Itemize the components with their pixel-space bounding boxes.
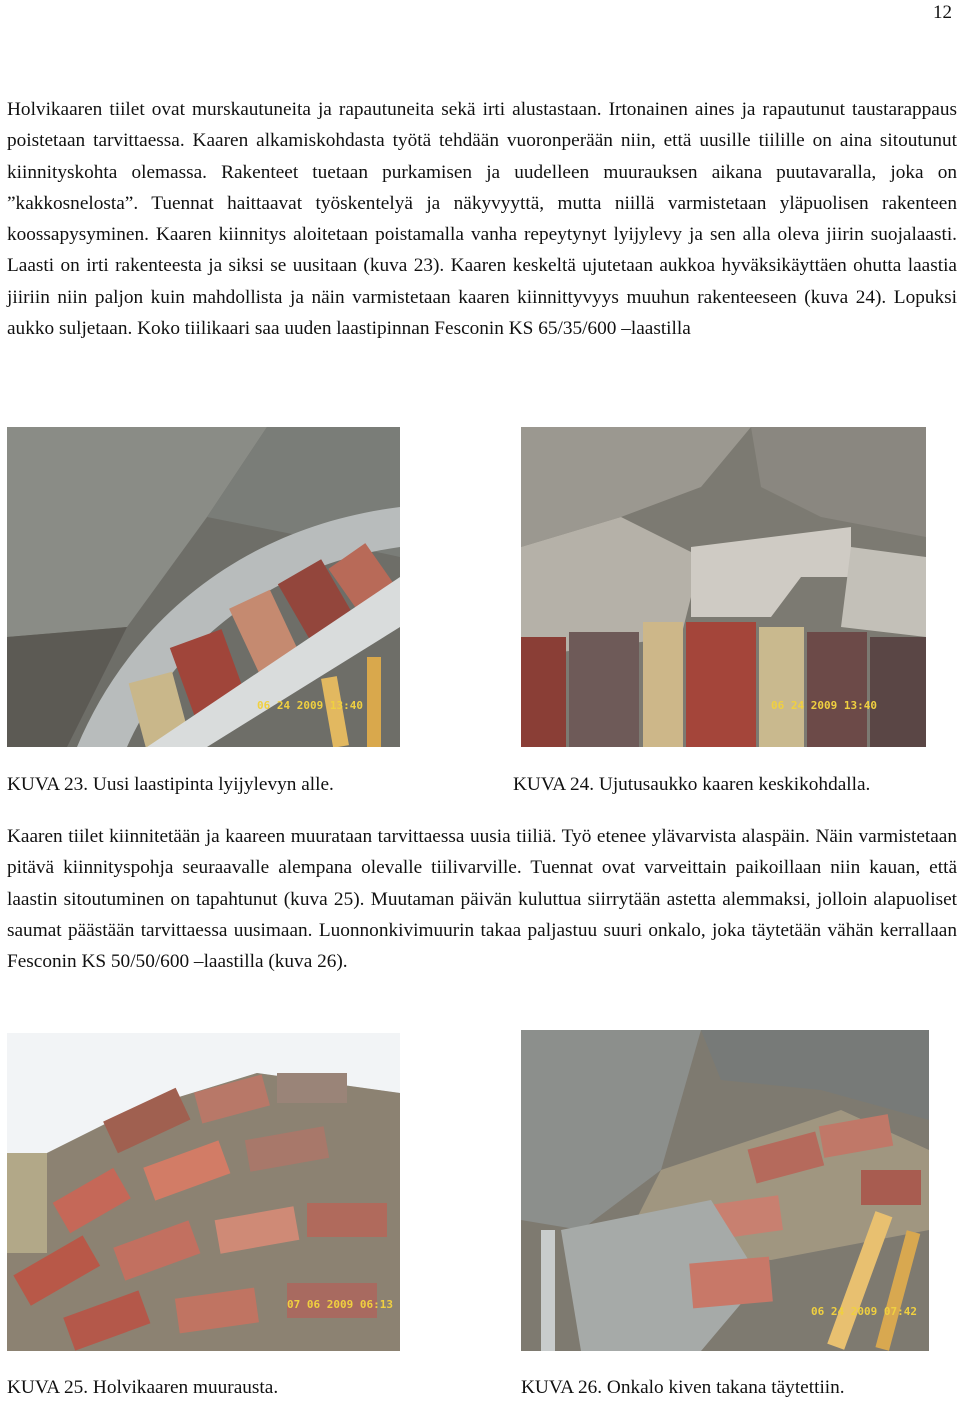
photo-kuva-24 [521,427,926,747]
paragraph-2: Kaaren tiilet kiinnitetään ja kaareen muurataan tarvittaessa uusia tiiliä. Työ etenee ylävarvista alaspäin. Näin varmistetaan pitävä kiinnityspohja seuraavalle alempana olevalle tiilivarville. Tuennat ovat varveittain paikoillaan niin kauan, että laastin sitoutuminen on tapahtunut (kuva 25). Muutaman päivän kuluttua siirrytään astetta alemmaksi, jolloin alapuoliset saumat päästään tarvittaessa uusimaan. Luonnonkivimuurin takaa paljastuu suuri onkalo, joka täytetään vähän kerrallaan Fesconin KS 50/50/600 –laastilla (kuva 26). [7,826,957,973]
caption-kuva-24: KUVA 24. Ujutusaukko kaaren keskikohdalla. [513,774,871,795]
timestamp-26: 06 24 2009 07:42 [811,1305,917,1318]
caption-kuva-23: KUVA 23. Uusi laastipinta lyijylevyn alle. [7,774,334,795]
photo-kuva-25 [7,1033,400,1351]
photo-kuva-23 [7,427,400,747]
timestamp-25: 07 06 2009 06:13 [287,1298,393,1311]
photo-kuva-26 [521,1030,929,1351]
paragraph-1: Holvikaaren tiilet ovat murskautuneita ja rapautuneita sekä irti alustastaan. Irtonainen aines ja rapautunut taustarappaus poistetaan tarvittaessa. Kaaren alkamiskohdasta työtä tehdään vuoronperään niin, että uusille tiilille on aina sitoutunut kiinnityskohta olemassa. Rakenteet tuetaan purkamisen ja uudelleen muurauksen aikana puutavaralla, joka on ”kakkosnelosta”. Tuennat haittaavat työskentelyä ja näkyvyyttä, mutta niillä varmistetaan yläpuolisen rakenteen koossapysyminen. Kaaren kiinnitys aloitetaan poistamalla vanha repeytynyt lyijylevy ja sen alla oleva jiirin suojalaasti. Laasti on irti rakenteesta ja siksi se uusitaan (kuva 23). Kaaren keskeltä ujutetaan aukkoa hyväksikäyttäen ohutta laastia jiiriin niin paljon kuin mahdollista ja näin varmistetaan kaaren kiinnittyvyys muuhun rakenteeseen (kuva 24). Lopuksi aukko suljetaan. Koko tiilikaari saa uuden laastipinnan Fesconin KS 65/35/600 –laastilla [7,99,957,340]
caption-kuva-26: KUVA 26. Onkalo kiven takana täytettiin. [521,1377,845,1398]
page-number: 12 [933,2,952,23]
caption-kuva-25: KUVA 25. Holvikaaren muurausta. [7,1377,279,1398]
timestamp-23: 06 24 2009 13:40 [257,699,363,712]
timestamp-24: 06 24 2009 13:40 [771,699,877,712]
